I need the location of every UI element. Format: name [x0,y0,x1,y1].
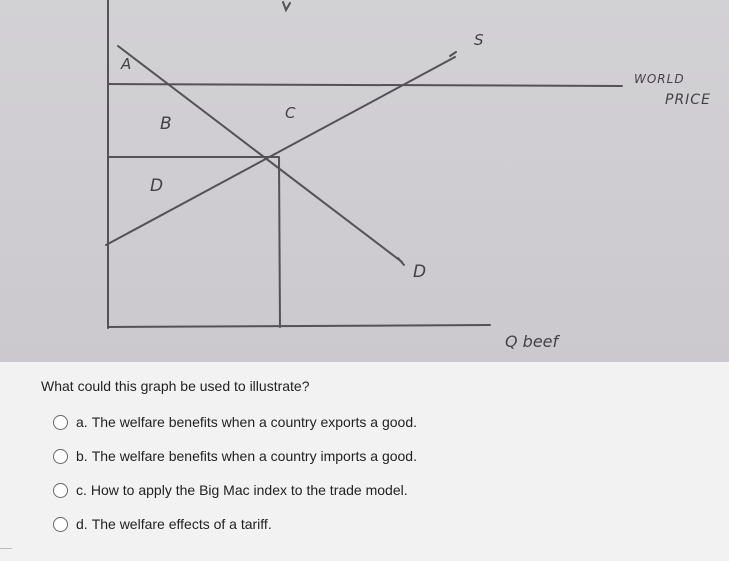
radio-button-icon[interactable] [53,517,68,532]
option-text: How to apply the Big Mac index to the trade model. [90,482,408,498]
equilibrium-quantity-line [279,157,280,327]
option-b[interactable] [53,439,417,473]
option-d[interactable] [53,507,417,541]
radio-button-icon[interactable] [53,415,68,430]
option-c[interactable] [53,473,417,507]
option-letter: c. [76,482,87,498]
world-price-label-line1: WORLD [634,72,685,86]
option-letter: d. [76,516,88,532]
option-a[interactable] [53,405,417,439]
quantity-axis [108,325,490,327]
radio-button-icon[interactable] [53,483,68,498]
option-text: The welfare benefits when a country imports a good. [91,448,417,464]
question-text: What could this graph be used to illustrate? [41,378,310,394]
world-price-label-line2: PRICE [665,92,711,108]
region-a-label: A [121,55,132,73]
demand-curve [118,46,402,262]
quantity-axis-label: Q beef [505,332,559,351]
answer-options [53,405,417,541]
supply-tick [450,52,456,56]
option-text: The welfare effects of a tariff. [91,516,272,532]
demand-curve-label: D [413,262,427,282]
demand-tick [398,258,404,265]
radio-button-icon[interactable] [53,449,68,464]
region-c-label: C [285,104,296,122]
option-letter: a. [76,414,88,430]
option-text: The welfare benefits when a country exports a good. [91,414,417,430]
world-price-line [108,84,622,86]
divider [0,548,12,549]
scribble-mark [283,2,290,10]
region-d-label: D [150,176,164,196]
supply-curve-label: S [474,31,484,49]
option-letter: b. [76,448,88,464]
region-b-label: B [160,114,172,134]
